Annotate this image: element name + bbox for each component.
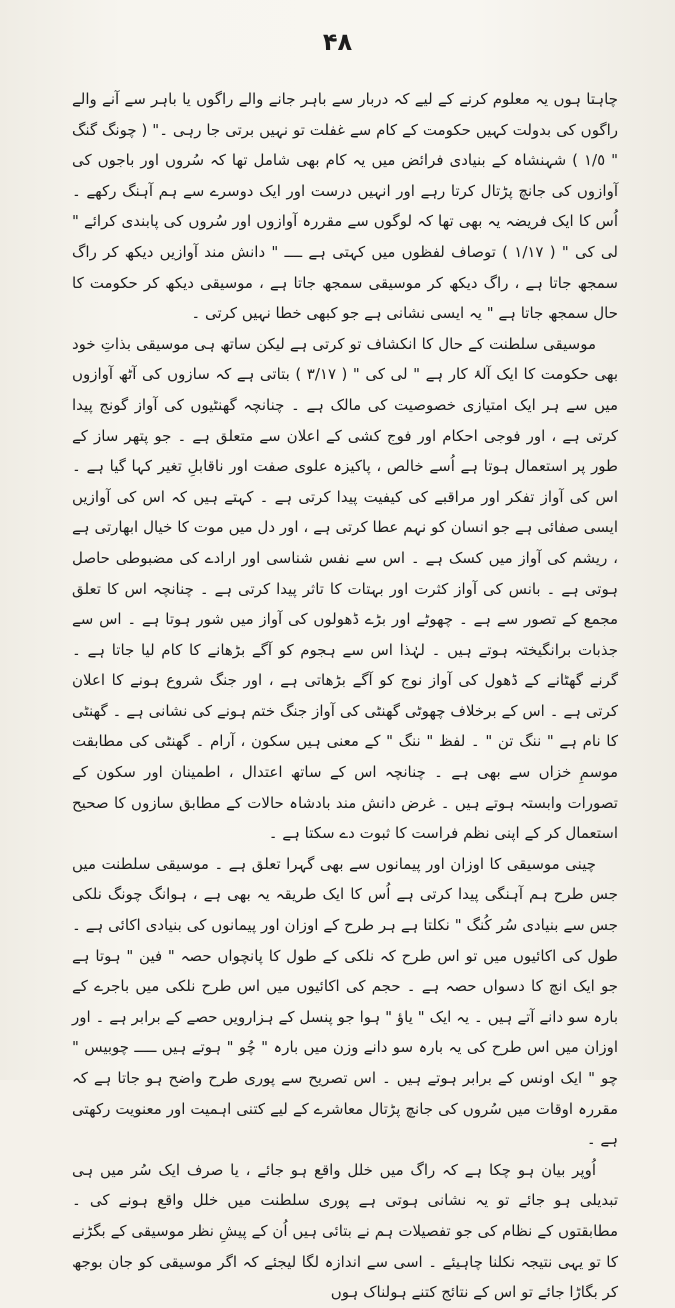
page-number: ۴۸ [322,28,353,56]
paragraph-1: چاہتا ہوں یہ معلوم کرنے کے لیے کہ دربار سے باہر جانے والے راگوں یا باہر سے آنے والے راگوں کی بدولت کہیں حکومت کے کام سے غفلت تو نہیں برتی جا رہی ۔" ( چونگ گنگ " ١/٥ ) شہنشاہ کے بنیادی فرائض میں یہ کام بھی شامل تھا کہ سُروں اور باجوں کی آوازوں کی جانچ پڑتال کرتا رہے اور انہیں درست اور ایک دوسرے سے ہم آہنگ رکھے ۔ اُس کا ایک فریضہ یہ بھی تھا کہ لوگوں سے مقررہ آوازوں اور سُروں کی پابندی کرائے " لی کی " ( ١/١٧ ) توصاف لفظوں میں کہتی ہے ــــ " دانش مند آوازیں دیکھ کر راگ سمجھ جاتا ہے ، راگ دیکھ کر موسیقی سمجھ جاتا ہے ، موسیقی دیکھ کر حکومت کا حال سمجھ جاتا ہے " یہ ایسی نشانی ہے جو کبھی خطا نہیں کرتی ۔ [72,90,618,323]
page-body-text [72,84,618,1302]
paragraph-3: چینی موسیقی کا اوزان اور پیمانوں سے بھی گہرا تعلق ہے ۔ موسیقی سلطنت میں جس طرح ہم آہنگی پیدا کرتی ہے اُس کا ایک طریقہ یہ بھی ہے ، ہوانگ چونگ نلکی جس سے بنیادی سُر کُنگ " نکلتا ہے ہر طرح کے اوزان اور پیمانوں کی بنیادی اکائی ہے ۔ طول کی اکائیوں میں تو اس طرح کہ نلکی کے طول کا پانچواں حصہ " فین " ہوتا ہے جو ایک انچ کا دسواں حصہ ہے ۔ حجم کی اکائیوں میں اس طرح نلکی میں باجرے کے بارہ سو دانے آتے ہیں ۔ یہ ایک " یاؤ " ہوا جو پنسل کے ہزارویں حصے کے برابر ہے ۔ اور اوزان میں اس طرح کی یہ بارہ سو دانے وزن میں بارہ " چُو " ہوتے ہیں ـــــ چوبیس " چو " ایک اونس کے برابر ہوتے ہیں ۔ اس تصریح سے پوری طرح واضح ہو جاتا ہے کہ مقررہ اوقات میں سُروں کی جانچ پڑتال معاشرے کے لیے کتنی اہمیت اور معنویت رکھتی ہے ۔ [72,854,618,1149]
paragraph-2: موسیقی سلطنت کے حال کا انکشاف تو کرتی ہے لیکن ساتھ ہی موسیقی بذاتِ خود بھی حکومت کا ایک آلۂ کار ہے " لی کی " ( ٣/١٧ ) بتاتی ہے کہ سازوں کی آٹھ آوازوں میں سے ہر ایک امتیازی خصوصیت کی مالک ہے ۔ چنانچہ گھنٹیوں کی آواز گونج پیدا کرتی ہے ، اور فوجی احکام اور فوج کشی کے اعلان سے متعلق ہے ۔ جو پتھر ساز کے طور پر استعمال ہوتا ہے اُسے خالص ، پاکیزہ علوی صفت اور ناقابلِ تغیر کہا گیا ہے ۔ اس کی آواز تفکر اور مراقبے کی کیفیت پیدا کرتی ہے ۔ کہتے ہیں کہ اس کی آوازیں ایسی صفائی ہے جو انسان کو نہم عطا کرتی ہے ، اور دل میں موت کا خیال ابھارتی ہے ، ریشم کی آواز میں کسک ہے ۔ اس سے نفس شناسی اور ارادے کی مضبوطی حاصل ہوتی ہے ۔ بانس کی آواز کثرت اور بہتات کا تاثر پیدا کرتی ہے ۔ چنانچہ اس کا تعلق مجمع کے تصور سے ہے ۔ چھوٹے اور بڑے ڈھولوں کی آواز میں شور ہوتا ہے ۔ اس سے جذبات برانگیختہ ہوتے ہیں ۔ لہٰذا اس سے ہجوم کو آگے بڑھانے کا کام لیا جاتا ہے ۔ گرنے گھٹانے کے ڈھول کی آواز نوج کو آگے بڑھاتی ہے ، اور جنگ شروع ہونے کا اعلان کرتی ہے ۔ اس کے برخلاف چھوٹی گھنٹی کی آواز جنگ ختم ہونے کی نشانی ہے ۔ گھنٹی کا نام ہے " ننگ تن " ۔ لفظ " ننگ " کے معنی ہیں سکون ، آرام ۔ گھنٹی کی مطابقت موسمِ خزاں سے بھی ہے ۔ چنانچہ اس کے ساتھ اعتدال ، اطمینان اور سکون کے تصورات وابستہ ہوتے ہیں ۔ غرض دانش مند بادشاہ حالات کے مطابق سازوں کا صحیح استعمال کر کے اپنی نظم فراست کا ثبوت دے سکتا ہے ۔ [72,334,618,843]
paragraph-4: اُوپر بیان ہو چکا ہے کہ راگ میں خلل واقع ہو جائے ، یا صرف ایک سُر میں ہی تبدیلی ہو جائے تو یہ نشانی ہوتی ہے پوری سلطنت میں خلل واقع ہونے کی ۔ مطابقتوں کے نظام کی جو تفصیلات ہم نے بتائی ہیں اُن کے پیشِ نظر موسیقی کے بگڑنے کا تو یہی نتیجہ نکلنا چاہیئے ۔ اسی سے اندازہ لگا لیجئے کہ اگر موسیقی کو جان بوجھ کر بگاڑا جائے تو اس کے نتائج کتنے ہولناک ہوں [72,1160,618,1302]
